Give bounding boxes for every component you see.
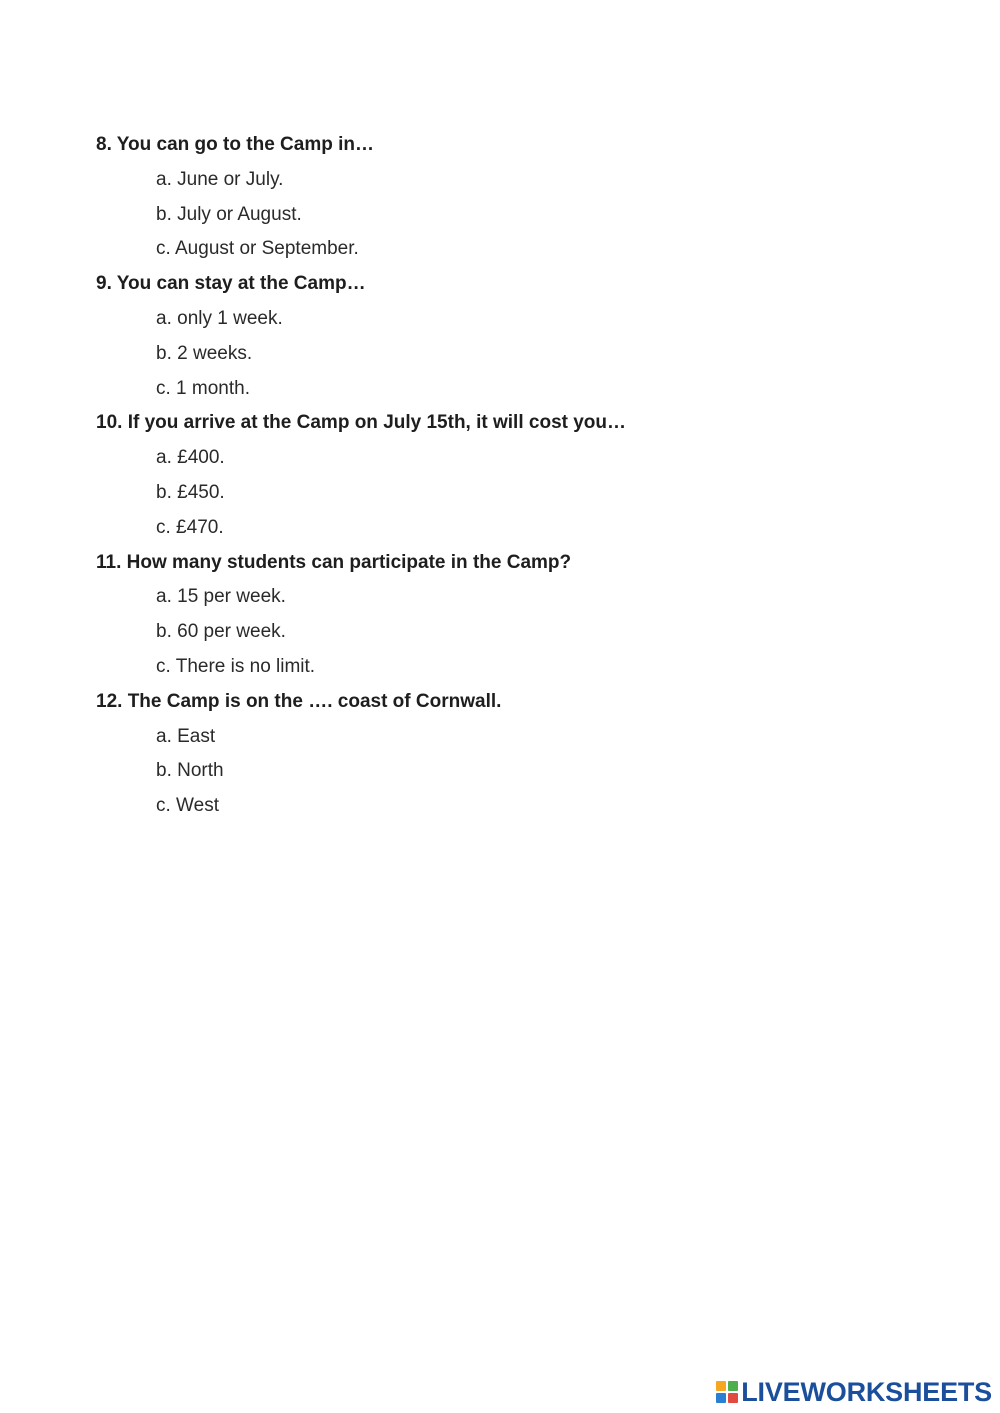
options-list: [96, 441, 916, 545]
option-a: a. only 1 week.: [156, 307, 283, 329]
option-c: c. 1 month.: [156, 377, 250, 399]
question-text: 9. You can stay at the Camp…: [96, 273, 366, 295]
option-b: b. July or August.: [156, 203, 302, 225]
question-text: 11. How many students can participate in the Camp?: [96, 551, 572, 573]
option-a: a. £400.: [156, 447, 225, 469]
option-a: a. East: [156, 725, 216, 747]
option-b: b. £450.: [156, 481, 225, 503]
option-a: a. 15 per week.: [156, 586, 286, 608]
question-text: 8. You can go to the Camp in…: [96, 134, 374, 155]
option-c: c. There is no limit.: [156, 655, 316, 677]
question-9: [96, 267, 916, 406]
question-10: [96, 406, 916, 545]
worksheet-questions: [96, 128, 916, 824]
option-c: c. West: [156, 795, 219, 817]
option-c: c. £470.: [156, 516, 224, 538]
question-11: [96, 546, 916, 685]
option-b: b. North: [156, 760, 224, 782]
option-b: b. 2 weeks.: [156, 342, 253, 364]
logo-square-icon: [716, 1393, 726, 1403]
liveworksheets-logo: [716, 1377, 992, 1407]
question-text: 10. If you arrive at the Camp on July 15th, it will cost you…: [96, 412, 627, 434]
logo-square-icon: [716, 1381, 726, 1391]
options-list: [96, 580, 916, 684]
option-a: a. June or July.: [156, 168, 284, 190]
logo-square-icon: [728, 1381, 738, 1391]
question-text: 12. The Camp is on the …. coast of Cornwall.: [96, 690, 502, 712]
liveworksheets-logo-icon: [716, 1381, 738, 1403]
question-8: [96, 128, 916, 267]
logo-text: LIVEWORKSHEETS: [741, 1376, 992, 1407]
options-list: [96, 302, 916, 406]
options-list: [96, 163, 916, 267]
option-b: b. 60 per week.: [156, 621, 286, 643]
logo-square-icon: [728, 1393, 738, 1403]
option-c: c. August or September.: [156, 238, 359, 260]
options-list: [96, 720, 916, 824]
question-12: [96, 685, 916, 824]
